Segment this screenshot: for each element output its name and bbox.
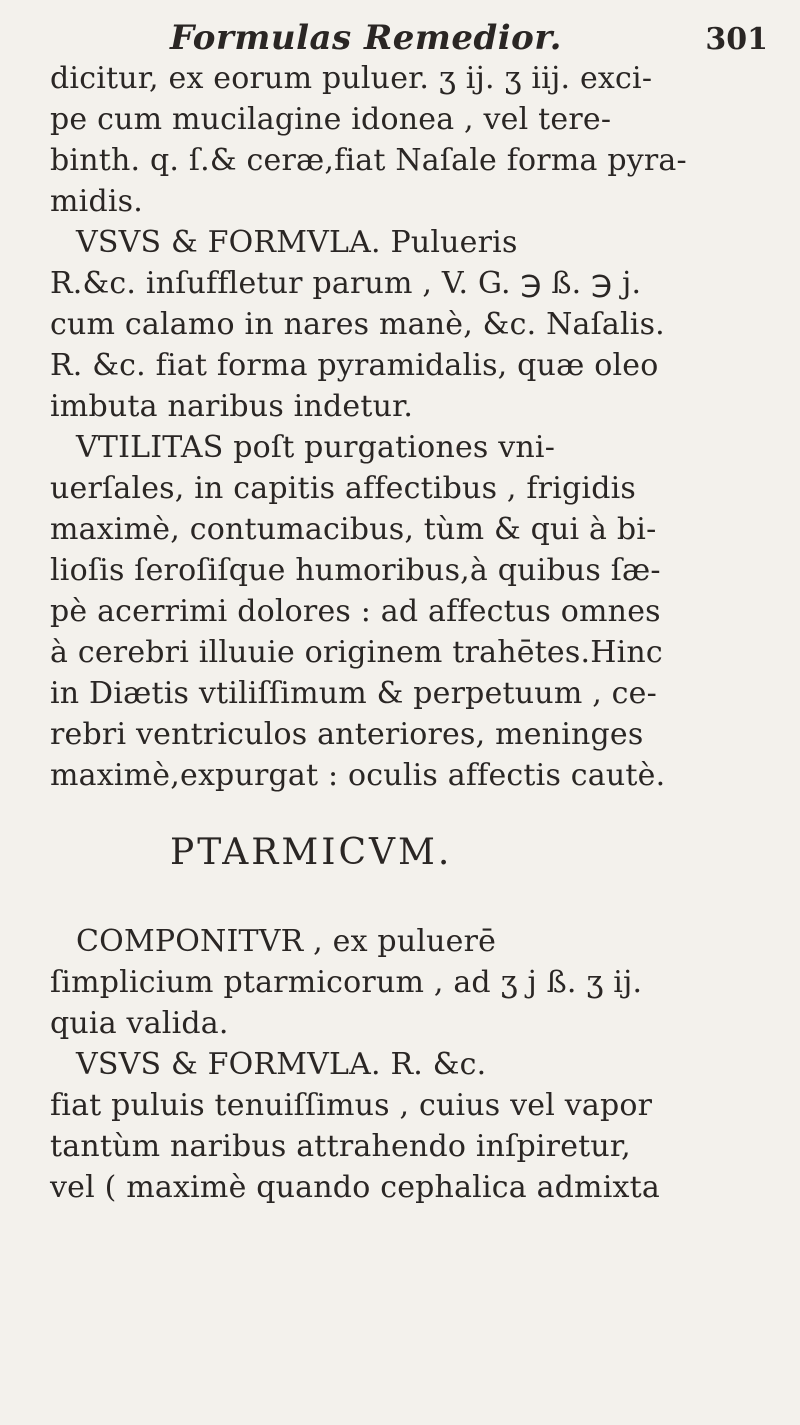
text-line: rebri ventriculos anteriores, meninges	[50, 717, 644, 752]
text-line: imbuta naribus indetur.	[50, 389, 414, 424]
text-line: fiat puluis tenuiſſimus , cuius vel vapor	[50, 1088, 653, 1123]
text-line: à cerebri illuuie originem trahētes.Hinc	[50, 635, 663, 670]
text-line: midis.	[50, 184, 143, 219]
text-line: pe cum mucilagine idonea , vel tere-	[50, 102, 612, 137]
text-line: R.&c. inſuffletur parum , V. G. ℈ ß. ℈ j.	[50, 266, 642, 301]
text-line: vel ( maximè quando cephalica admixta	[50, 1170, 660, 1205]
text-line: maximè, contumacibus, tùm & qui à bi-	[50, 512, 657, 547]
text-line: binth. q. ſ.& ceræ,fiat Naſale forma pyra-	[50, 143, 687, 178]
text-line: pè acerrimi dolores : ad affectus omnes	[50, 594, 661, 629]
text-line: uerſales, in capitis affectibus , frigidis	[50, 471, 637, 506]
running-head-title: Formulas Remedior.	[170, 18, 562, 58]
text-line: R. &c. fiat forma pyramidalis, quæ oleo	[50, 348, 659, 383]
text-line: VSVS & FORMVLA. Pulueris	[76, 225, 518, 260]
text-line: VSVS & FORMVLA. R. &c.	[76, 1047, 487, 1082]
text-line: cum calamo in nares manè, &c. Naſalis.	[50, 307, 665, 342]
page-number: 301	[705, 22, 768, 57]
text-line: tantùm naribus attrahendo inſpiretur,	[50, 1129, 631, 1164]
text-line: in Diætis vtiliſſimum & perpetuum , ce-	[50, 676, 657, 711]
text-block-1	[50, 58, 772, 796]
text-line: COMPONITVR , ex puluerē	[76, 924, 497, 959]
running-head	[50, 18, 772, 58]
text-line: dicitur, ex eorum puluer. ʒ ij. ʒ iij. exci-	[50, 61, 653, 96]
text-line: maximè,expurgat : oculis affectis cautè.	[50, 758, 666, 793]
text-block-2	[50, 921, 772, 1208]
section-heading: PTARMICVM.	[170, 832, 453, 873]
text-line: quia valida.	[50, 1006, 229, 1041]
text-line: lioſis ſeroſiſque humoribus,à quibus ſæ-	[50, 553, 661, 588]
text-line: ſimplicium ptarmicorum , ad ʒ j ß. ʒ ij.	[50, 965, 643, 1000]
text-line: VTILITAS poſt purgationes vni-	[76, 430, 556, 465]
body-text	[50, 58, 772, 1208]
